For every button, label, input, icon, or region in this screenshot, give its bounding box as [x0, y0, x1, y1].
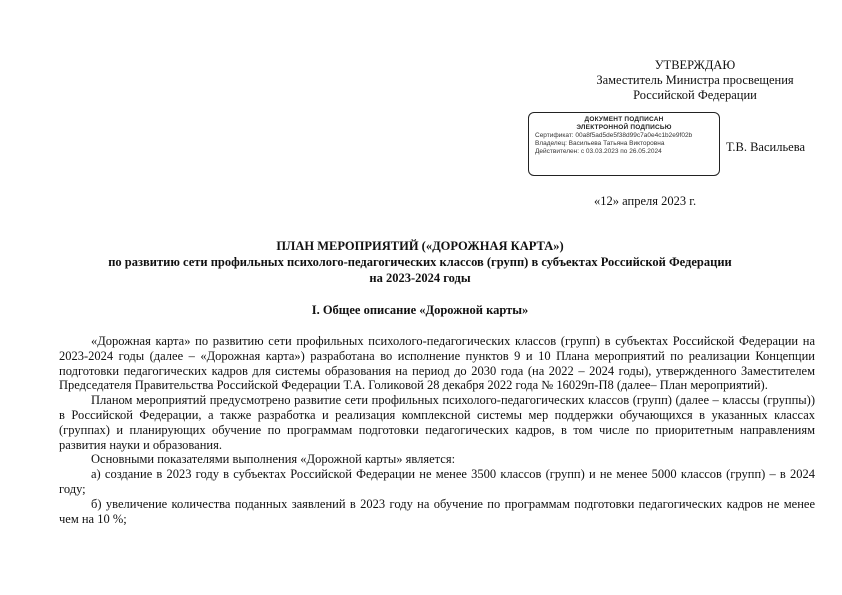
stamp-title-line1: ДОКУМЕНТ ПОДПИСАН: [584, 116, 664, 123]
paragraph: «Дорожная карта» по развитию сети профильных психолого-педагогических классов (групп) в субъектах Российской Федерации на 2023-2024 годы (далее – «Дорожная карта») разработана во исполнение пунктов 9 и 10 Плана мероприятий по реализации Концепции подготовки педагогических кадров для системы образования на период до 2030 года (на 2022 – 2024 годы), утвержденного Заместителем Председателя Правительства Российской Федерации Т.А. Голиковой 28 декабря 2022 года № 16029п-П8 (далее– План мероприятий).: [59, 334, 815, 393]
approver-position-line1: Заместитель Министра просвещения: [596, 73, 794, 87]
paragraph: б) увеличение количества поданных заявлений в 2023 году на обучение по программам подготовки педагогических кадров не менее чем на 10 %;: [59, 496, 815, 526]
title-line3: на 2023-2024 годы: [369, 271, 471, 285]
paragraph: Планом мероприятий предусмотрено развитие сети профильных психолого-педагогических классов (групп) (далее – классы (группы)) в Российской Федерации, а также разработка и реализация комплексной системы мер поддержки обучающихся в указанных классах (группах) и планирующих обучение по программам подготовки педагогических кадров, в том числе по приоритетным направлениям развития науки и образования.: [59, 393, 815, 452]
approval-heading: УТВЕРЖДАЮ: [654, 58, 736, 72]
stamp-owner-line: Владелец: Васильева Татьяна Викторовна: [535, 140, 665, 147]
document-title: [40, 238, 800, 286]
electronic-signature-stamp: [528, 112, 720, 176]
title-line1: ПЛАН МЕРОПРИЯТИЙ («ДОРОЖНАЯ КАРТА»): [276, 239, 564, 253]
body-text: [59, 334, 815, 526]
paragraph: а) создание в 2023 году в субъектах Российской Федерации не менее 3500 классов (групп) и не менее 5000 классов (групп) – в 2024 году;: [59, 467, 815, 496]
title-line2: по развитию сети профильных психолого-педагогических классов (групп) в субъектах Российской Федерации: [108, 255, 732, 269]
approver-position-line2: Российской Федерации: [633, 88, 757, 102]
signer-name: Т.В. Васильева: [726, 140, 805, 154]
stamp-title-line2: ЭЛЕКТРОННОЙ ПОДПИСЬЮ: [576, 124, 672, 131]
approval-date: «12» апреля 2023 г.: [594, 194, 697, 208]
approval-block: [560, 58, 830, 103]
section-heading: I. Общее описание «Дорожной карты»: [311, 303, 529, 317]
stamp-validity-line: Действителен: с 03.03.2023 по 26.05.2024: [535, 148, 662, 155]
paragraph: Основными показателями выполнения «Дорожной карты» является:: [91, 452, 456, 467]
stamp-certificate-line: Сертификат: 00a8f5ad5de5f38d99c7a0e4c1b2e9f02b: [535, 132, 693, 139]
